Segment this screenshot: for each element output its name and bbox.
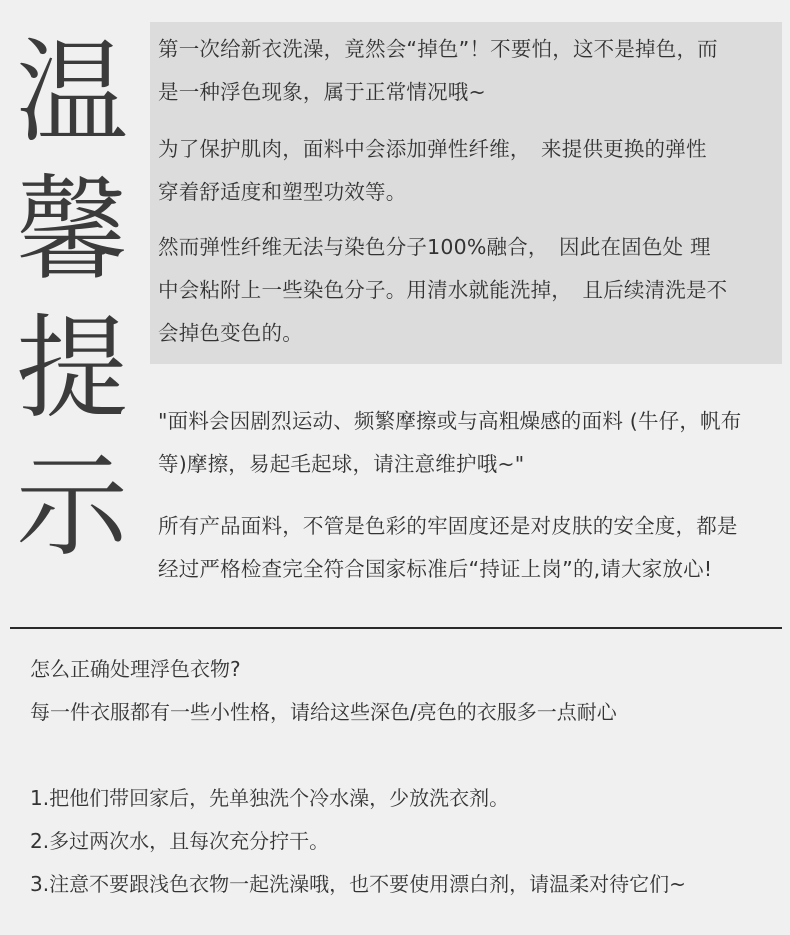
text-line: 穿着舒适度和塑型功效等。: [158, 180, 407, 204]
text-line: 所有产品面料，不管是色彩的牢固度还是对皮肤的安全度，都是: [158, 514, 738, 538]
text-line: 然而弹性纤维无法与染色分子100%融合， 因此在固色处 理: [158, 235, 711, 259]
text-line: 为了保护肌肉，面料中会添加弹性纤维， 来提供更换的弹性: [158, 137, 707, 161]
text-line: 中会粘附上一些染色分子。用清水就能洗掉， 且后续清洗是不: [158, 278, 728, 302]
text-line: 经过严格检查完全符合国家标准后“持证上岗”的,请大家放心!: [158, 557, 713, 581]
care-instructions: [30, 648, 686, 906]
intro-text: 每一件衣服都有一些小性格，请给这些深色/亮色的衣服多一点耐心: [30, 700, 617, 724]
paragraph-dye-molecules: [158, 226, 727, 355]
text-line: 是一种浮色现象，属于正常情况哦~: [158, 80, 486, 104]
paragraph-elastic-fiber: [158, 128, 707, 214]
big-title: [12, 24, 132, 576]
title-char: 示: [16, 442, 128, 572]
step-item: 3.注意不要跟浅色衣物一起洗澡哦，也不要使用漂白剂，请温柔对待它们~: [30, 872, 686, 896]
paragraph-pilling: [158, 400, 741, 486]
divider: [10, 627, 782, 629]
question-heading: 怎么正确处理浮色衣物?: [30, 657, 241, 681]
text-line: 会掉色变色的。: [158, 321, 303, 345]
text-line: "面料会因剧烈运动、频繁摩擦或与高粗燥感的面料 (牛仔，帆布: [158, 409, 742, 433]
title-char: 提: [16, 304, 128, 434]
paragraph-floating-color: [158, 28, 718, 114]
text-line: 等)摩擦，易起毛起球，请注意维护哦~": [158, 452, 525, 476]
text-line: 第一次给新衣洗澡，竟然会“掉色”！不要怕，这不是掉色，而: [158, 37, 718, 61]
step-item: 1.把他们带回家后，先单独洗个冷水澡，少放洗衣剂。: [30, 786, 510, 810]
paragraph-quality: [158, 505, 738, 591]
title-char: 温: [16, 28, 128, 158]
step-item: 2.多过两次水，且每次充分拧干。: [30, 829, 330, 853]
title-char: 馨: [16, 166, 128, 296]
